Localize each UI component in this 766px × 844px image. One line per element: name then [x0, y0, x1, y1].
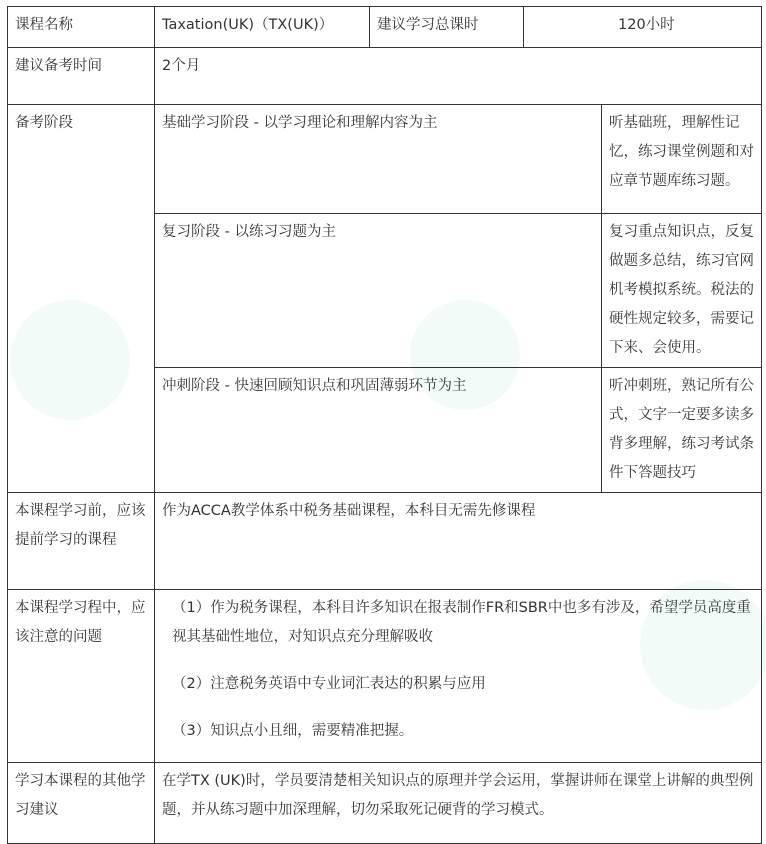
- advice-value: 在学TX (UK)时，学员要清楚相关知识点的原理并学会运用，掌握讲师在课堂上讲解的典型例题，并从练习题中加深理解，切勿采取死记硬背的学习模式。: [155, 763, 762, 844]
- advice-row: [8, 763, 762, 844]
- notes-row: [8, 590, 762, 763]
- prep-time-row: [8, 48, 762, 105]
- stage-advice: 复习重点知识点，反复做题多总结，练习官网机考模拟系统。税法的硬性规定较多，需要记下来、会使用。: [602, 214, 762, 368]
- advice-label: 学习本课程的其他学习建议: [8, 763, 155, 844]
- notes-label: 本课程学习程中，应该注意的问题: [8, 590, 155, 763]
- note-item: （1）作为税务课程，本科目许多知识在报表制作FR和SBR中也多有涉及，希望学员高度重视其基础性地位，对知识点充分理解吸收: [172, 600, 751, 645]
- stage-name: 复习阶段 - 以练习习题为主: [155, 214, 602, 368]
- stage-advice: 听基础班，理解性记忆，练习课堂例题和对应章节题库练习题。: [602, 105, 762, 214]
- prereq-row: [8, 493, 762, 590]
- prereq-value: 作为ACCA教学体系中税务基础课程，本科目无需先修课程: [155, 493, 762, 590]
- stages-label: 备考阶段: [8, 105, 155, 493]
- prep-time-label: 建议备考时间: [8, 48, 155, 105]
- notes-list: [155, 590, 762, 763]
- course-name-value: Taxation(UK)（TX(UK)）: [155, 7, 370, 48]
- course-name-label: 课程名称: [8, 7, 155, 48]
- stage-row: [8, 105, 762, 214]
- prereq-label: 本课程学习前，应该提前学习的课程: [8, 493, 155, 590]
- total-hours-label: 建议学习总课时: [370, 7, 524, 48]
- course-info-table: [7, 6, 762, 844]
- note-item: （2）注意税务英语中专业词汇表达的积累与应用: [172, 676, 486, 692]
- prep-time-value: 2个月: [155, 48, 762, 105]
- stage-name: 冲刺阶段 - 快速回顾知识点和巩固薄弱环节为主: [155, 368, 602, 493]
- stage-advice: 听冲刺班，熟记所有公式，文字一定要多读多背多理解，练习考试条件下答题技巧: [602, 368, 762, 493]
- total-hours-value: 120小时: [524, 7, 762, 48]
- course-name-row: [8, 7, 762, 48]
- stage-name: 基础学习阶段 - 以学习理论和理解内容为主: [155, 105, 602, 214]
- note-item: （3）知识点小且细，需要精准把握。: [172, 723, 414, 739]
